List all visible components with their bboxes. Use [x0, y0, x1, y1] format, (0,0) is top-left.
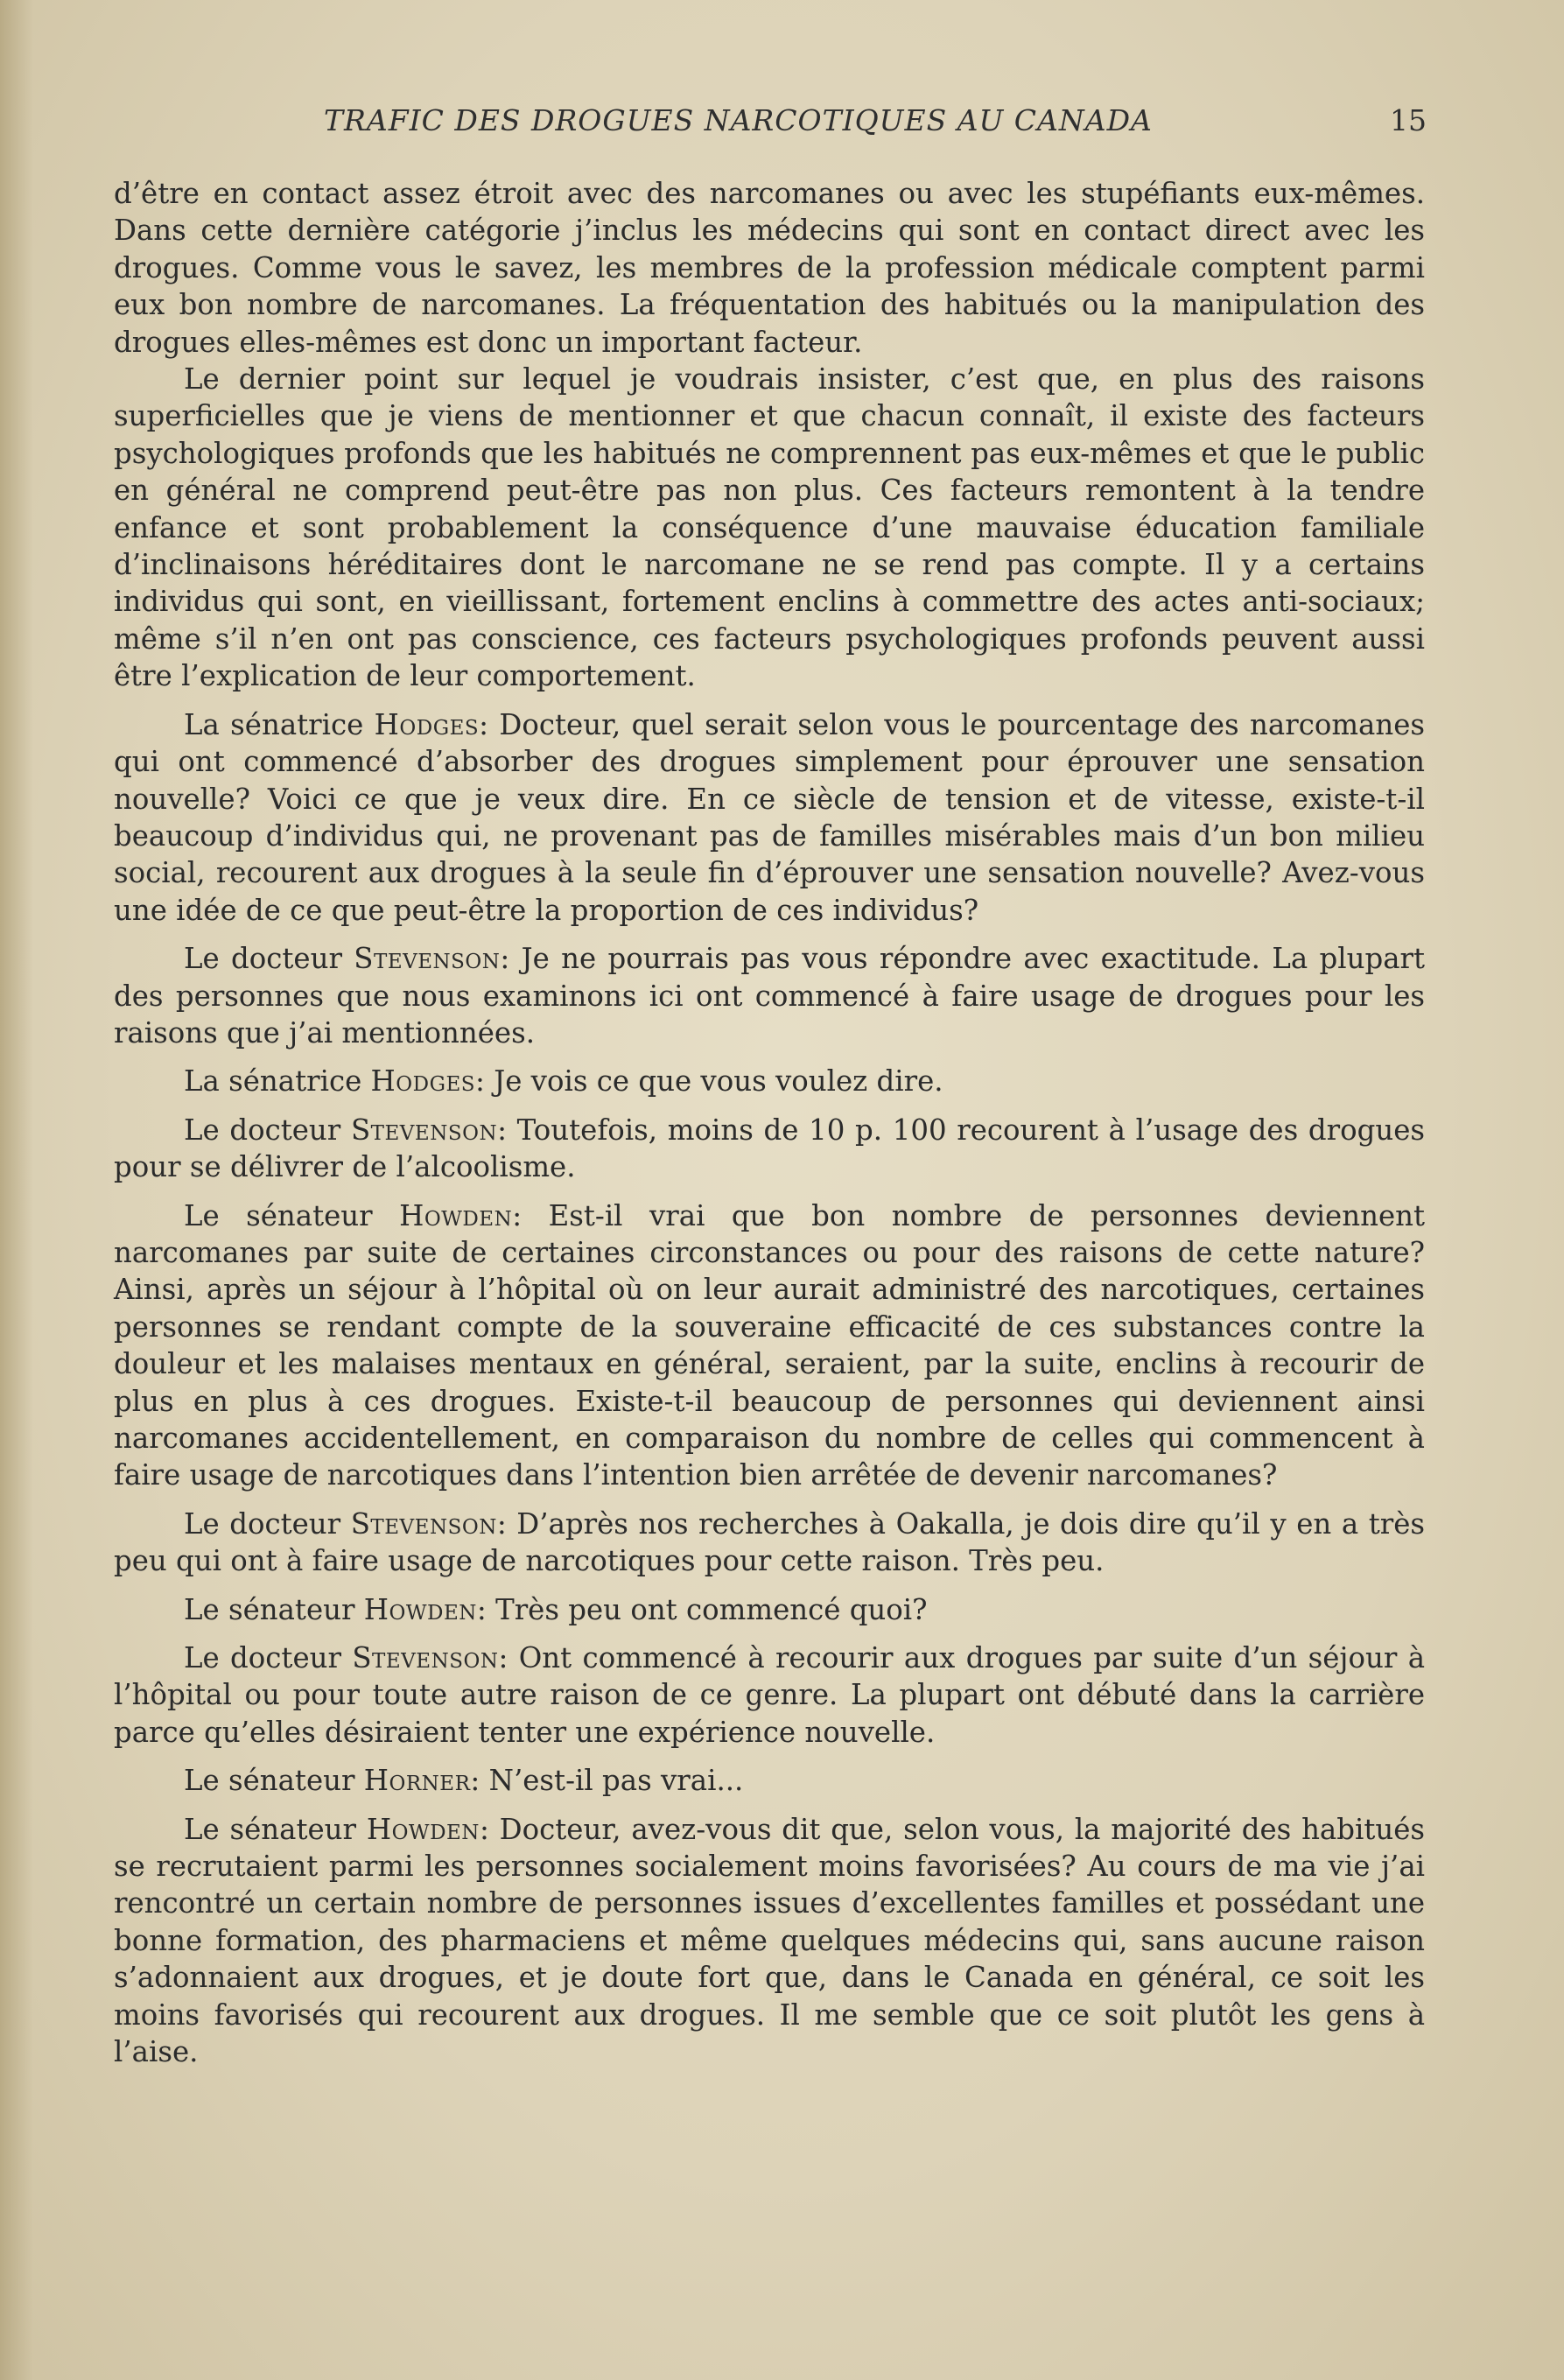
speech-text: : Très peu ont commencé quoi? — [476, 1592, 928, 1626]
speaker-title: La sénatrice — [184, 1064, 362, 1099]
speech-text: : Docteur, avez-vous dit que, selon vous, la majorité des habitués se recrutaient parmi les personnes socialement moins favorisées? Au cours de ma vie j’ai rencontré un certain nombre de personnes issues d’excellentes familles et possédant une bonne formation, des pharmaciens et même quelques médecins qui, sans aucune raison s’adonnaient aux drogues, et je doute fort que, dans le Canada en général, ce soit les moins favorisés qui recourent aux drogues. Il me semble que ce soit plutôt les gens à l’aise. — [114, 1812, 1426, 2069]
speech-paragraph — [114, 1639, 1425, 1751]
speaker-title: Le sénateur — [184, 1592, 355, 1626]
speaker-title: Le docteur — [184, 942, 342, 976]
speech-text: : N’est-il pas vrai... — [470, 1764, 744, 1798]
speaker-title: Le sénateur — [184, 1812, 356, 1846]
speaker-name: Stevenson — [352, 1641, 499, 1675]
speech-paragraph — [114, 706, 1425, 929]
speech-text: : Je vois ce que vous voulez dire. — [475, 1064, 943, 1099]
speaker-title: Le docteur — [184, 1506, 341, 1541]
speech-paragraph — [114, 940, 1425, 1051]
speaker-title: Le docteur — [184, 1641, 341, 1675]
speech-text: : Toutefois, moins de 10 p. 100 recourent à l’usage des drogues pour se délivrer de l’alcoolisme. — [114, 1113, 1425, 1184]
speaker-name: Horner — [363, 1764, 471, 1798]
speech-text: : D’après nos recherches à Oakalla, je dois dire qu’il y en a très peu qui ont à faire usage de narcotiques pour cette raison. Très peu. — [114, 1506, 1425, 1578]
body-text — [114, 175, 1425, 2071]
speaker-title: Le docteur — [184, 1113, 341, 1147]
speaker-name: Hodges — [370, 1064, 476, 1099]
speaker-name: Stevenson — [350, 1506, 497, 1541]
speech-text: : Docteur, quel serait selon vous le pourcentage des narcomanes qui ont commencé d’absorber des drogues simplement pour éprouver une sensation nouvelle? Voici ce que je veux dire. En ce siècle de tension et de vitesse, existe-t-il beaucoup d’individus qui, ne provenant pas de familles misérables mais d’un bon milieu social, recourent aux drogues à la seule fin d’éprouver une sensation nouvelle? Avez-vous une idée de ce que peut-être la proportion de ces individus? — [114, 707, 1426, 927]
speech-paragraph — [114, 1591, 1425, 1628]
speaker-name: Stevenson — [354, 942, 501, 976]
speech-paragraph — [114, 1197, 1425, 1494]
speaker-title: La sénatrice — [184, 707, 364, 741]
speech-paragraph — [114, 1063, 1425, 1099]
speech-text: : Je ne pourrais pas vous répondre avec exactitude. La plupart des personnes que nous examinons ici ont commencé à faire usage de drogues pour les raisons que j’ai mentionnées. — [114, 942, 1426, 1050]
paragraph: Le dernier point sur lequel je voudrais insister, c’est que, en plus des raisons superficielles que je viens de mentionner et que chacun connaît, il existe des facteurs psychologiques profonds que les habitués ne comprennent pas eux-mêmes et que le public en général ne comprend peut-être pas non plus. Ces facteurs remontent à la tendre enfance et sont probablement la conséquence d’une mauvaise éducation familiale d’inclinaisons héréditaires dont le narcomane ne se rend pas compte. Il y a certains individus qui sont, en vieillissant, fortement enclins à commettre des actes anti-sociaux; même s’il n’en ont pas conscience, ces facteurs psychologiques profonds peuvent aussi être l’explication de leur comportement. — [114, 362, 1425, 693]
speaker-name: Hodges — [374, 707, 480, 741]
running-title: TRAFIC DES DROGUES NARCOTIQUES AU CANADA — [324, 103, 1153, 137]
speech-paragraph — [114, 1811, 1425, 2071]
speaker-name: Howden — [363, 1592, 477, 1626]
page-gutter-shadow — [0, 0, 33, 2380]
speaker-name: Stevenson — [350, 1113, 498, 1147]
speaker-name: Howden — [366, 1812, 480, 1846]
speaker-name: Howden — [399, 1198, 513, 1232]
paragraph: d’être en contact assez étroit avec des narcomanes ou avec les stupéfiants eux-mêmes. Dans cette dernière catégorie j’inclus les médecins qui sont en contact direct avec les drogues. Comme vous le savez, les membres de la profession médicale comptent parmi eux bon nombre de narcomanes. La fréquentation des habitués ou la manipulation des drogues elles-mêmes est donc un important facteur. — [114, 177, 1425, 359]
speaker-title: Le sénateur — [184, 1198, 373, 1232]
speech-paragraph — [114, 1506, 1425, 1580]
page-number: 15 — [1390, 103, 1427, 137]
speaker-title: Le sénateur — [184, 1764, 355, 1798]
speech-text: : Ont commencé à recourir aux drogues par suite d’un séjour à l’hôpital ou pour toute autre raison de ce genre. La plupart ont débuté dans la carrière parce qu’elles désiraient tenter une expérience nouvelle. — [114, 1641, 1425, 1749]
speech-paragraph — [114, 1762, 1425, 1799]
speech-paragraph — [114, 1112, 1425, 1186]
speech-text: : Est-il vrai que bon nombre de personnes deviennent narcomanes par suite de certaines circonstances ou pour des raisons de cette nature? Ainsi, après un séjour à l’hôpital où on leur aurait administré des narcotiques, certaines personnes se rendant compte de la souveraine efficacité de ces substances contre la douleur et les malaises mentaux en général, seraient, par la suite, enclins à recourir de plus en plus à ces drogues. Existe-t-il beaucoup de personnes qui deviennent ainsi narcomanes accidentellement, en comparaison du nombre de celles qui commencent à faire usage de narcotiques dans l’intention bien arrêtée de devenir narcomanes? — [114, 1198, 1425, 1492]
page-header — [114, 103, 1427, 147]
